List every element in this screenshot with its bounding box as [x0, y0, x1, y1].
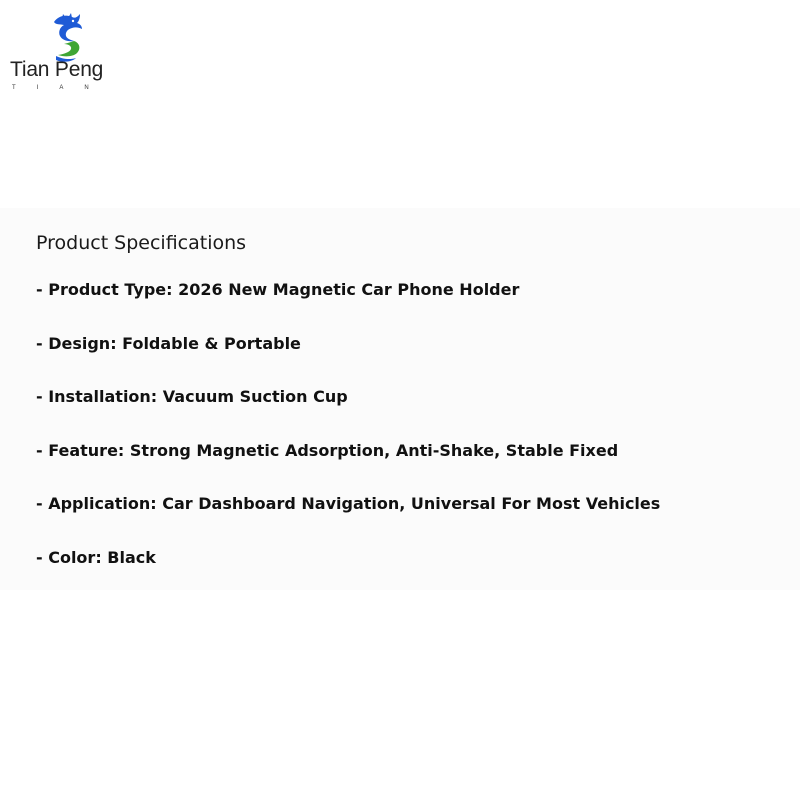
brand-logo [10, 10, 125, 92]
spec-feature: - Feature: Strong Magnetic Adsorption, Anti-Shake, Stable Fixed [36, 440, 619, 460]
specifications-panel [0, 208, 800, 590]
specifications-list [36, 278, 660, 600]
brand-name: Tian Peng [10, 58, 104, 81]
spec-installation: - Installation: Vacuum Suction Cup [36, 387, 348, 407]
spec-design: - Design: Foldable & Portable [36, 333, 301, 353]
specifications-title: Product Specifications [36, 232, 247, 254]
dragon-logo-icon [44, 12, 86, 64]
brand-subtitle: TIAN [12, 85, 110, 91]
spec-product-type: - Product Type: 2026 New Magnetic Car Phone Holder [36, 280, 520, 299]
spec-color: - Color: Black [36, 547, 156, 567]
spec-application: - Application: Car Dashboard Navigation, Universal For Most Vehicles [36, 494, 661, 514]
